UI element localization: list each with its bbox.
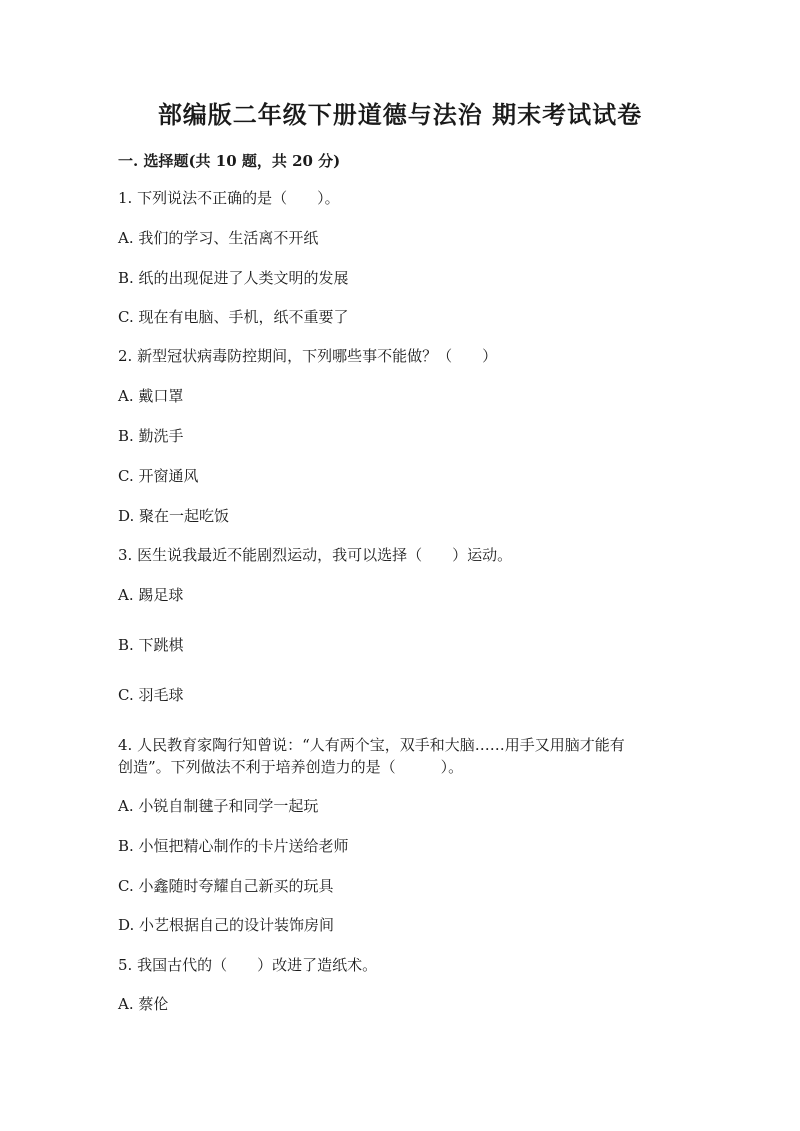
question-4-stem-line-1: 4. 人民教育家陶行知曾说：“人有两个宝，双手和大脑……用手又用脑才能有 bbox=[118, 736, 625, 754]
question-4-option-a: A. 小锐自制毽子和同学一起玩 bbox=[118, 797, 319, 815]
question-5-option-a: A. 蔡伦 bbox=[118, 995, 169, 1013]
question-5-stem: 5. 我国古代的（ ）改进了造纸术。 bbox=[118, 956, 378, 974]
section-heading: 一. 选择题(共 10 题，共 20 分) bbox=[118, 152, 341, 170]
question-1-option-b: B. 纸的出现促进了人类文明的发展 bbox=[118, 269, 349, 287]
question-4-option-c: C. 小鑫随时夸耀自己新买的玩具 bbox=[118, 877, 334, 895]
question-3-option-b: B. 下跳棋 bbox=[118, 636, 184, 654]
question-2-stem: 2. 新型冠状病毒防控期间，下列哪些事不能做？（ ） bbox=[118, 347, 498, 365]
question-2-option-b: B. 勤洗手 bbox=[118, 427, 184, 445]
question-3-stem: 3. 医生说我最近不能剧烈运动，我可以选择（ ）运动。 bbox=[118, 546, 513, 564]
question-1-option-a: A. 我们的学习、生活离不开纸 bbox=[118, 229, 319, 247]
question-3-option-a: A. 踢足球 bbox=[118, 586, 184, 604]
question-1-stem: 1. 下列说法不正确的是（ ）。 bbox=[118, 189, 340, 207]
question-2-option-d: D. 聚在一起吃饭 bbox=[118, 507, 230, 525]
question-4-option-b: B. 小恒把精心制作的卡片送给老师 bbox=[118, 837, 349, 855]
question-4-option-d: D. 小艺根据自己的设计装饰房间 bbox=[118, 916, 335, 934]
question-2-option-a: A. 戴口罩 bbox=[118, 387, 184, 405]
question-3-option-c: C. 羽毛球 bbox=[118, 686, 184, 704]
page-title: 部编版二年级下册道德与法治 期末考试试卷 bbox=[157, 100, 643, 129]
question-1-option-c: C. 现在有电脑、手机，纸不重要了 bbox=[118, 308, 349, 326]
question-2-option-c: C. 开窗通风 bbox=[118, 467, 199, 485]
question-4-stem-line-2: 创造”。下列做法不利于培养创造力的是（ ）。 bbox=[118, 758, 464, 776]
